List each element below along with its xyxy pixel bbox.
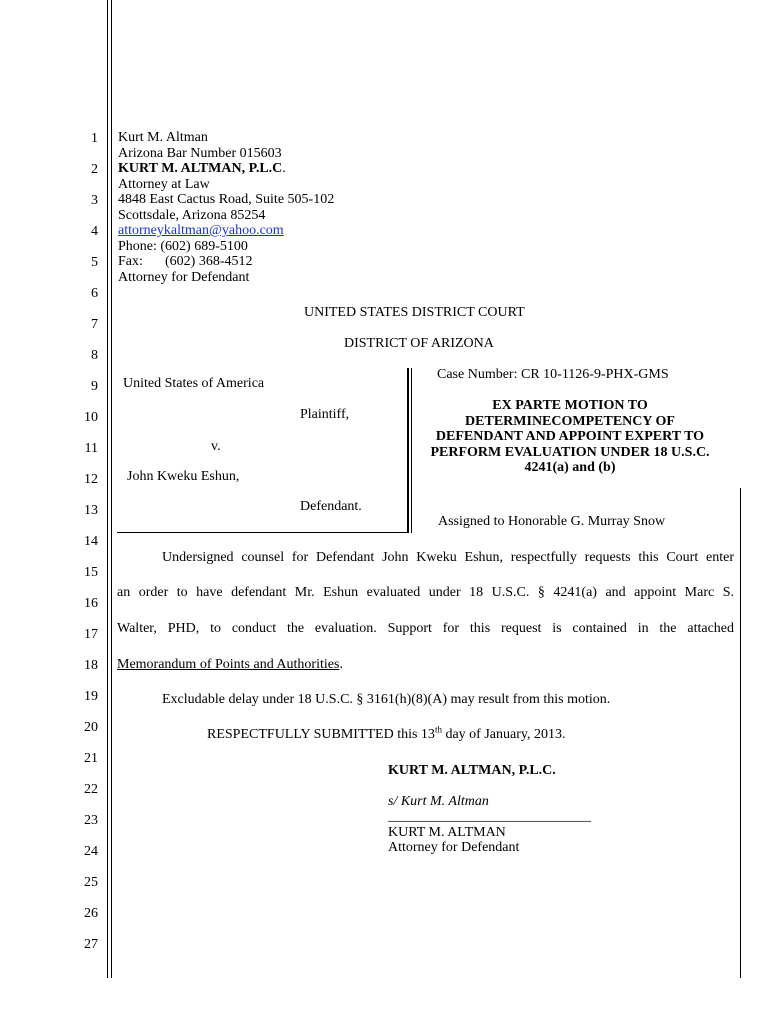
line-number: 24 xyxy=(84,844,98,859)
court-name: UNITED STATES DISTRICT COURT xyxy=(304,305,525,320)
assigned-judge: Assigned to Honorable G. Murray Snow xyxy=(438,514,666,529)
plaintiff-label: Plaintiff, xyxy=(300,407,350,422)
court-district: DISTRICT OF ARIZONA xyxy=(344,336,494,351)
memorandum-reference: Memorandum of Points and Authorities xyxy=(117,657,340,672)
body-line xyxy=(117,657,734,673)
caption-divider-inner xyxy=(411,368,412,533)
motion-title-line: EX PARTE MOTION TO xyxy=(492,398,648,413)
versus: v. xyxy=(211,439,221,454)
case-number: Case Number: CR 10-1126-9-PHX-GMS xyxy=(437,367,669,382)
line-number: 2 xyxy=(91,162,98,177)
line-number: 20 xyxy=(84,720,98,735)
line-number: 23 xyxy=(84,813,98,828)
signer-role: Attorney for Defendant xyxy=(388,840,520,855)
body-line: Undersigned counsel for Defendant John Kweku Eshun, respectfully requests this Court enter xyxy=(162,550,734,565)
memorandum-period: . xyxy=(339,657,343,672)
motion-title-line: 4241(a) and (b) xyxy=(524,460,616,475)
submitted-text: RESPECTFULLY SUBMITTED this 13 xyxy=(207,727,435,742)
line-number: 14 xyxy=(84,534,98,549)
motion-title xyxy=(414,398,726,476)
motion-title-line: DETERMINECOMPETENCY OF xyxy=(465,413,675,429)
body-line: an order to have defendant Mr. Eshun evaluated under 18 U.S.C. § 4241(a) and appoint Marc S. xyxy=(117,585,734,600)
fax-label: Fax: xyxy=(118,254,143,269)
left-margin-rule-outer xyxy=(107,0,108,978)
fax-number: (602) 368-4512 xyxy=(165,254,253,269)
attorney-bar-number: Arizona Bar Number 015603 xyxy=(118,146,282,161)
defendant-label: Defendant. xyxy=(300,499,362,514)
caption-divider-outer xyxy=(407,368,409,533)
signer-name: KURT M. ALTMAN xyxy=(388,825,506,840)
line-number: 4 xyxy=(91,224,98,239)
line-number: 15 xyxy=(84,565,98,580)
address-line-1: 4848 East Cactus Road, Suite 505-102 xyxy=(118,192,335,207)
line-number: 13 xyxy=(84,503,98,518)
line-number: 19 xyxy=(84,689,98,704)
signature-rule: _____________________________ xyxy=(388,809,591,824)
line-number: 9 xyxy=(91,379,98,394)
motion-title-line: DEFENDANT AND APPOINT EXPERT TO xyxy=(435,429,705,444)
submitted-date: day of January, 2013. xyxy=(441,727,566,742)
line-number: 7 xyxy=(91,317,98,332)
line-number: 12 xyxy=(84,472,98,487)
date-ordinal: th xyxy=(434,724,442,735)
email-link[interactable]: attorneykaltman@yahoo.com xyxy=(118,223,284,238)
plaintiff-name: United States of America xyxy=(123,376,265,391)
line-number: 5 xyxy=(91,255,98,270)
line-number: 8 xyxy=(91,348,98,363)
line-number: 22 xyxy=(84,782,98,797)
electronic-signature: s/ Kurt M. Altman xyxy=(388,794,489,809)
attorney-role: Attorney for Defendant xyxy=(118,270,250,285)
defendant-name: John Kweku Eshun, xyxy=(127,469,240,484)
left-margin-rule-inner xyxy=(111,0,112,978)
line-number: 26 xyxy=(84,906,98,921)
firm-name-period: . xyxy=(282,161,286,176)
respectfully-submitted xyxy=(207,724,566,743)
attorney-name: Kurt M. Altman xyxy=(118,130,208,145)
line-number: 16 xyxy=(84,596,98,611)
right-margin-rule xyxy=(740,488,741,978)
signature-firm: KURT M. ALTMAN, P.L.C. xyxy=(388,763,556,778)
line-number: 6 xyxy=(91,286,98,301)
line-number: 10 xyxy=(84,410,98,425)
line-number: 1 xyxy=(91,131,98,146)
line-number: 21 xyxy=(84,751,98,766)
attorney-title: Attorney at Law xyxy=(118,177,210,192)
line-number: 27 xyxy=(84,937,98,952)
address-line-2: Scottsdale, Arizona 85254 xyxy=(118,208,266,223)
line-number: 3 xyxy=(91,193,98,208)
line-number: 25 xyxy=(84,875,98,890)
caption-bottom-rule xyxy=(117,532,409,533)
phone-number: Phone: (602) 689-5100 xyxy=(118,239,248,254)
firm-name xyxy=(118,161,286,177)
body-line: Walter, PHD, to conduct the evaluation. Support for this request is contained in the attached xyxy=(117,621,734,636)
firm-name-text: KURT M. ALTMAN, P.L.C xyxy=(118,161,283,176)
excludable-delay: Excludable delay under 18 U.S.C. § 3161(h)(8)(A) may result from this motion. xyxy=(162,692,611,707)
line-number: 11 xyxy=(84,441,98,456)
line-number: 17 xyxy=(84,627,98,642)
motion-title-line: PERFORM EVALUATION UNDER 18 U.S.C. xyxy=(430,444,710,460)
line-number: 18 xyxy=(84,658,98,673)
